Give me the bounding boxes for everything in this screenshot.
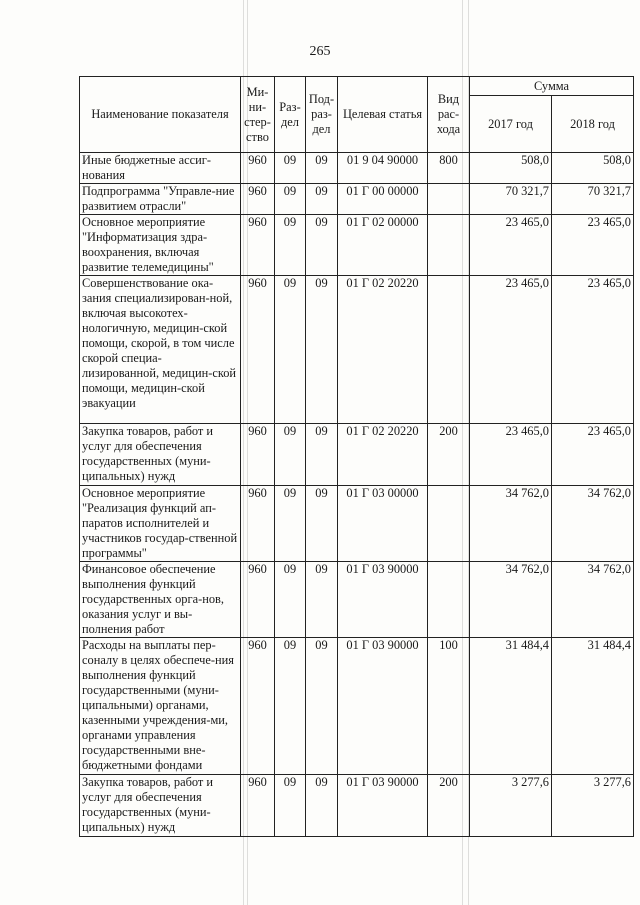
cell-name: Расходы на выплаты пер-соналу в целях обеспече-ния выполнения функций государственными (муни-ципальными) органами, казенными учреждения-ми, органами управления государственными вне-бюджетными фондами <box>80 638 241 775</box>
cell-target: 01 Г 03 90000 <box>338 638 428 775</box>
cell-name: Иные бюджетные ассиг-нования <box>80 153 241 184</box>
cell-section: 09 <box>275 562 306 638</box>
table-row <box>80 276 634 424</box>
cell-2017: 34 762,0 <box>470 486 552 562</box>
cell-ministry: 960 <box>241 215 275 276</box>
cell-section: 09 <box>275 424 306 486</box>
budget-table <box>79 76 634 837</box>
cell-2017: 23 465,0 <box>470 424 552 486</box>
cell-expense-type: 800 <box>428 153 470 184</box>
cell-subsection: 09 <box>306 215 338 276</box>
cell-name: Закупка товаров, работ и услуг для обеспечения государственных (муни-ципальных) нужд <box>80 775 241 837</box>
header-year-2018: 2018 год <box>552 96 634 153</box>
table-row <box>80 184 634 215</box>
cell-ministry: 960 <box>241 486 275 562</box>
cell-subsection: 09 <box>306 775 338 837</box>
table-row <box>80 153 634 184</box>
cell-expense-type <box>428 184 470 215</box>
cell-2018: 23 465,0 <box>552 424 634 486</box>
table-row <box>80 775 634 837</box>
cell-2017: 3 277,6 <box>470 775 552 837</box>
cell-name: Финансовое обеспечение выполнения функций государственных орга-нов, оказания услуг и вы-полнения работ <box>80 562 241 638</box>
table-row <box>80 562 634 638</box>
table-row <box>80 215 634 276</box>
cell-section: 09 <box>275 153 306 184</box>
cell-ministry: 960 <box>241 562 275 638</box>
cell-subsection: 09 <box>306 276 338 424</box>
cell-expense-type <box>428 276 470 424</box>
cell-target: 01 Г 02 00000 <box>338 215 428 276</box>
cell-subsection: 09 <box>306 153 338 184</box>
cell-name: Совершенствование ока-зания специализирован-ной, включая высокотех-нологичную, медицин-ской помощи, скорой, в том числе скорой специа-лизированной, медицин-ской помощи, медицин-ской эвакуации <box>80 276 241 424</box>
cell-2017: 34 762,0 <box>470 562 552 638</box>
cell-2018: 23 465,0 <box>552 215 634 276</box>
cell-ministry: 960 <box>241 638 275 775</box>
cell-subsection: 09 <box>306 638 338 775</box>
cell-2018: 23 465,0 <box>552 276 634 424</box>
cell-target: 01 Г 00 00000 <box>338 184 428 215</box>
cell-subsection: 09 <box>306 184 338 215</box>
cell-2018: 3 277,6 <box>552 775 634 837</box>
cell-2017: 508,0 <box>470 153 552 184</box>
cell-subsection: 09 <box>306 424 338 486</box>
cell-section: 09 <box>275 638 306 775</box>
cell-2017: 23 465,0 <box>470 215 552 276</box>
cell-target: 01 Г 03 00000 <box>338 486 428 562</box>
cell-section: 09 <box>275 775 306 837</box>
cell-expense-type <box>428 562 470 638</box>
cell-subsection: 09 <box>306 486 338 562</box>
header-subsection: Под-раз-дел <box>306 77 338 153</box>
cell-expense-type: 200 <box>428 775 470 837</box>
cell-name: Основное мероприятие "Информатизация здра-воохранения, включая развитие телемедицины" <box>80 215 241 276</box>
cell-ministry: 960 <box>241 153 275 184</box>
cell-2018: 508,0 <box>552 153 634 184</box>
header-name: Наименование показателя <box>80 77 241 153</box>
cell-ministry: 960 <box>241 424 275 486</box>
table-row <box>80 638 634 775</box>
header-sum: Сумма <box>470 77 634 96</box>
cell-target: 01 9 04 90000 <box>338 153 428 184</box>
cell-2018: 70 321,7 <box>552 184 634 215</box>
cell-expense-type <box>428 215 470 276</box>
cell-2018: 34 762,0 <box>552 486 634 562</box>
cell-name: Закупка товаров, работ и услуг для обеспечения государственных (муни-ципальных) нужд <box>80 424 241 486</box>
header-section: Раз-дел <box>275 77 306 153</box>
header-row <box>80 77 634 96</box>
cell-2018: 34 762,0 <box>552 562 634 638</box>
cell-2017: 70 321,7 <box>470 184 552 215</box>
cell-name: Подпрограмма "Управле-ние развитием отрасли" <box>80 184 241 215</box>
header-target: Целевая статья <box>338 77 428 153</box>
page-number: 265 <box>309 44 331 59</box>
cell-target: 01 Г 02 20220 <box>338 424 428 486</box>
cell-ministry: 960 <box>241 775 275 837</box>
cell-subsection: 09 <box>306 562 338 638</box>
cell-section: 09 <box>275 184 306 215</box>
cell-2018: 31 484,4 <box>552 638 634 775</box>
cell-target: 01 Г 02 20220 <box>338 276 428 424</box>
table-row <box>80 424 634 486</box>
header-year-2017: 2017 год <box>470 96 552 153</box>
cell-target: 01 Г 03 90000 <box>338 562 428 638</box>
cell-section: 09 <box>275 215 306 276</box>
cell-ministry: 960 <box>241 184 275 215</box>
header-ministry: Ми-ни-стер-ство <box>241 77 275 153</box>
cell-ministry: 960 <box>241 276 275 424</box>
cell-section: 09 <box>275 486 306 562</box>
header-expense-type: Вид рас-хода <box>428 77 470 153</box>
cell-expense-type <box>428 486 470 562</box>
cell-section: 09 <box>275 276 306 424</box>
cell-expense-type: 200 <box>428 424 470 486</box>
cell-target: 01 Г 03 90000 <box>338 775 428 837</box>
cell-2017: 31 484,4 <box>470 638 552 775</box>
table-row <box>80 486 634 562</box>
cell-2017: 23 465,0 <box>470 276 552 424</box>
cell-expense-type: 100 <box>428 638 470 775</box>
cell-name: Основное мероприятие "Реализация функций ап-паратов исполнителей и участников государ-ственной программы" <box>80 486 241 562</box>
